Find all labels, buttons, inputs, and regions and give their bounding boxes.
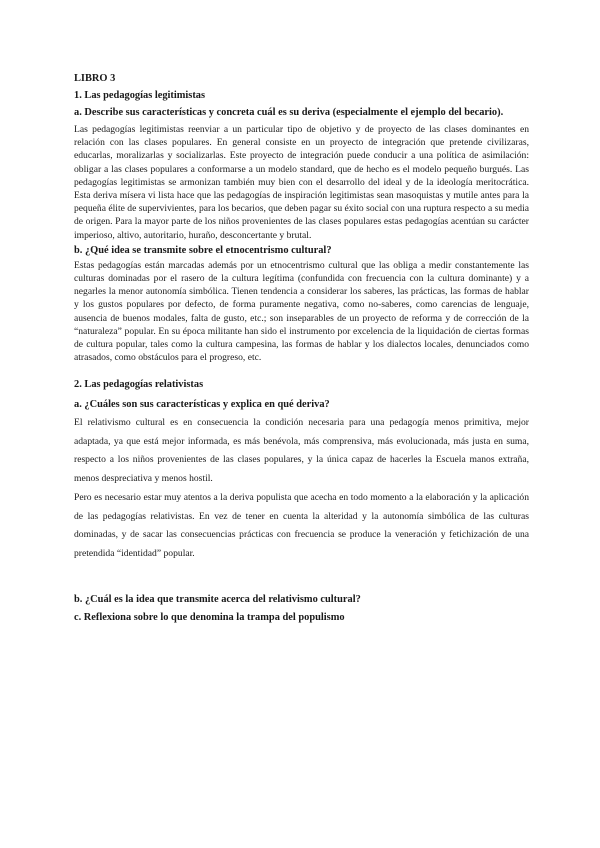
section2-question-a: a. ¿Cuáles son sus características y explica en qué deriva?: [74, 399, 330, 411]
section2-answer-a-paragraph1: El relativismo cultural es en consecuencia la condición necesaria para una pedagogía menos primitiva, mejor adaptada, ya que está mejor informada, es más benévola, más comprensiva, más evolucionada, más justa en suma, respecto a los niños provenientes de las clases populares, y la única capaz de hacerles la Escuela manos extraña, menos despreciativa y menos hostil.: [74, 417, 529, 484]
section1-title: 1. Las pedagogías legitimistas: [74, 90, 206, 101]
section1-answer-a: Las pedagogías legitimistas reenviar a un particular tipo de objetivo y de proyecto de las clases dominantes en relación con las clases populares. En general consiste en un proyecto de integración que pretende civilizaras, educarlas, moralizarlas y socializarlas. Este proyecto de integración puede conducir a una política de asimilación: obligar a las clases populares a conformarse a un modelo standard, que de hecho es el modelo pequeño burgués. Las pedagogías legitimistas se armonizan también muy bien con el desarrollo del ideal y de la ideología meritocrática. Esta deriva mísera vi lista hace que las pedagogías de inspiración legitimistas sean masoquistas y mutile antes para la pequeña élite de supervivientes, para los becarios, que deben pagar su éxito social con una ruptura respecto a su media de origen. Para la mayor parte de los niños provenientes de las clases populares estas pedagogías acentúan su carácter imperioso, altivo, autoritario, huraño, desconcertante y brutal.: [74, 124, 529, 241]
section2-answer-a-paragraph2: Pero es necesario estar muy atentos a la deriva populista que acecha en todo momento a la elaboración y la aplicación de las pedagogías relativistas. En vez de tener en cuenta la alteridad y la autonomía simbólica de las culturas dominadas, y de sacar las consecuencias prácticas con frecuencia se produce la veneración y fetichización de una pretendida “identidad” popular.: [74, 492, 529, 559]
book-title: LIBRO 3: [74, 73, 116, 84]
section1-question-a: a. Describe sus características y concreta cuál es su deriva (especialmente el ejemplo del becario).: [74, 107, 504, 118]
document-page: [74, 72, 529, 626]
section2-question-b: b. ¿Cuál es la idea que transmite acerca del relativismo cultural?: [74, 594, 361, 606]
section1-answer-b: Estas pedagogías están marcadas además por un etnocentrismo cultural que las obliga a medir constantemente las culturas dominadas por el rasero de la cultura legítima (confundida con frecuencia con la cultura dominante) y a negarles la menor autonomía simbólica. Tienen tendencia a considerar los saberes, las prácticas, las formas de hablar y los gustos populares por defecto, de forma puramente negativa, como no-saberes, como carencias de lenguaje, ausencia de buenos modales, falta de gusto, etc.; son inseparables de un proyecto de reforma y de corrección de la “naturaleza” popular. En su época militante han sido el instrumento por excelencia de la liquidación de ciertas formas de cultura popular, tales como la cultura campesina, las formas de hablar y los dialectos locales, denunciados como atrasados, como obstáculos para el progreso, etc.: [74, 259, 529, 364]
section1-question-b: b. ¿Qué idea se transmite sobre el etnocentrismo cultural?: [74, 244, 332, 256]
section2-question-c: c. Reflexiona sobre lo que denomina la trampa del populismo: [74, 612, 345, 624]
section2-title: 2. Las pedagogías relativistas: [74, 379, 204, 391]
